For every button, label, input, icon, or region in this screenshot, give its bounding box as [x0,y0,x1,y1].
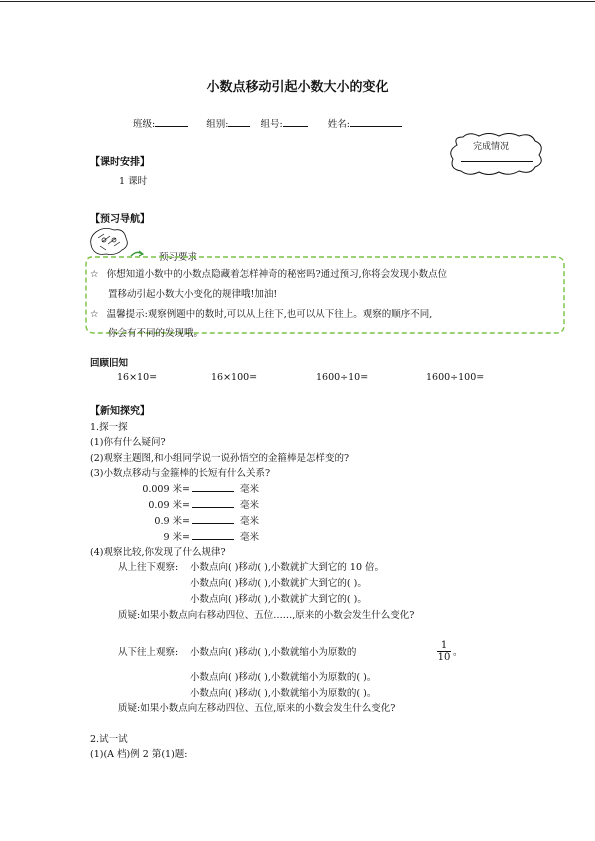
info-line [133,116,402,130]
review-item-1: 16×10= [117,372,158,383]
question-3: (3)小数点移动与金箍棒的长短有什么关系? [90,468,271,479]
preview-line-2: 置移动引起小数大小变化的规律哦!加油! [108,289,278,300]
conversion-answer-3[interactable] [192,513,234,524]
class-field[interactable] [155,116,188,127]
name-label: 姓名: [327,119,350,130]
bottom-up-label: 从下往上观察: [118,647,179,658]
conversion-unit-2: 毫米 [240,500,260,511]
completion-field[interactable] [461,161,533,162]
review-item-3: 1600÷10= [316,372,369,383]
question-1: (1)你有什么疑问? [90,437,166,448]
conversion-unit-3: 毫米 [240,516,260,527]
top-down-row-1: 小数点向( )移动( ),小数就扩大到它的 10 倍。 [190,562,385,573]
bottom-up-row-1: 小数点向( )移动( ),小数就缩小为原数的 [190,647,357,658]
conversion-lhs-3: 0.9 米= [154,516,190,527]
conversion-unit-4: 毫米 [240,532,260,543]
conversion-lhs-2: 0.09 米= [148,500,190,511]
bottom-up-row-3: 小数点向( )移动( ),小数就缩小为原数的( )。 [190,688,377,699]
group-no-field[interactable] [283,116,308,127]
completion-label: 完成情况 [473,142,510,152]
star-icon: ☆ [90,269,99,280]
top-rule [0,1,595,2]
section-2-title: 2.试一试 [90,734,128,745]
schedule-heading: 【课时安排】 [90,157,150,168]
preview-line-4: 你会有不同的发现哦。 [108,328,204,339]
conversion-unit-1: 毫米 [240,484,260,495]
class-label: 班级: [133,119,156,130]
review-heading: 回顾旧知 [90,358,129,369]
doubt-2: 质疑:如果小数点向左移动四位、五位,原来的小数会发生什么变化? [118,703,396,714]
review-item-4: 1600÷100= [426,372,485,383]
conversion-answer-2[interactable] [192,497,234,508]
section-1-title: 1.探一探 [90,422,128,433]
conversion-answer-4[interactable] [192,529,234,540]
name-field[interactable] [350,116,402,127]
group-label: 组别: [206,119,229,130]
question-4: (4)观察比较,你发现了什么规律? [90,547,226,558]
preview-box-title: 预习要求 [159,252,198,263]
conversion-answer-1[interactable] [192,481,234,492]
top-down-row-3: 小数点向( )移动( ),小数就扩大到它的( )。 [190,594,367,605]
explore-heading: 【新知探究】 [90,406,150,417]
conversion-lhs-4: 9 米= [163,532,190,543]
doubt-1: 质疑:如果小数点向右移动四位、五位……,原来的小数会发生什么变化? [118,610,415,621]
page-title: 小数点移动引起小数大小的变化 [206,80,389,95]
fraction-one-tenth [437,640,451,664]
preview-line-1: ☆ 你想知道小数中的小数点隐藏着怎样神奇的秘密吗?通过预习,你将会发现小数点位 [90,269,448,280]
question-2: (2)观察主题图,和小组同学说一说孙悟空的金箍棒是怎样变的? [90,453,350,464]
top-down-row-2: 小数点向( )移动( ),小数就扩大到它的( )。 [190,578,367,589]
preview-line-3: ☆ 温馨提示:观察例题中的数时,可以从上往下,也可以从下往上。观察的顺序不同, [90,309,433,320]
cloud-frame-icon [447,131,545,177]
schedule-value: 1 课时 [119,176,148,187]
conversion-lhs-1: 0.009 米= [142,484,190,495]
bottom-up-row-2: 小数点向( )移动( ),小数就缩小为原数的( )。 [190,672,377,683]
fraction-end: 。 [453,647,463,658]
group-field[interactable] [228,116,250,127]
review-item-2: 16×100= [211,372,258,383]
completion-box [447,131,545,177]
try-1: (1)(A 档)例 2 第(1)题: [90,749,188,760]
fraction-denominator: 10 [437,652,451,663]
group-no-label: 组号: [260,119,283,130]
top-down-label: 从上往下观察: [118,562,179,573]
preview-heading: 【预习导航】 [90,214,150,225]
star-icon: ☆ [90,309,99,320]
fraction-numerator: 1 [437,640,451,652]
